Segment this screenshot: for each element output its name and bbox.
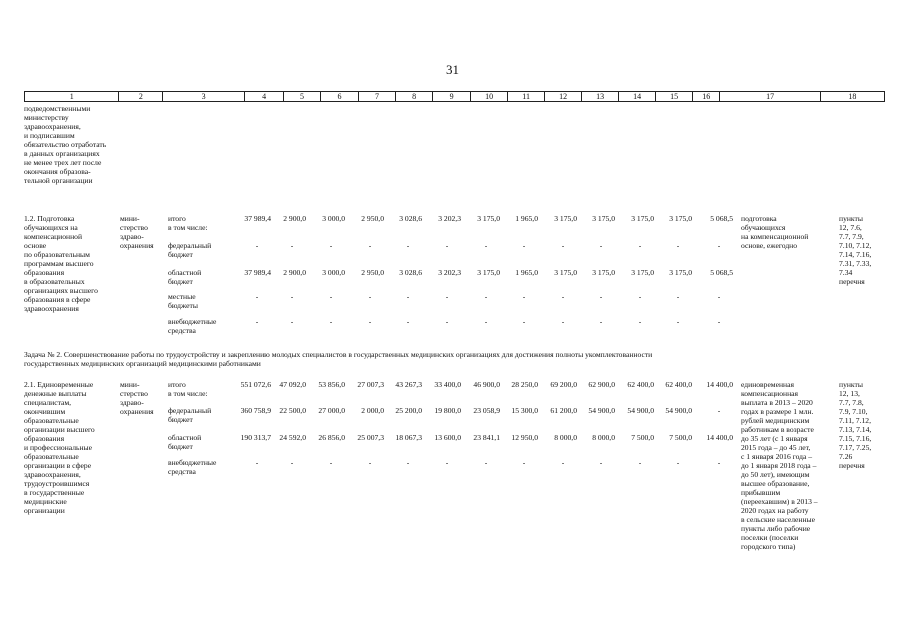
expected-result: поселки (поселки <box>741 533 799 542</box>
value-cell: 27 000,0 <box>318 406 345 415</box>
continuation-text: и подписавшим <box>24 131 75 140</box>
value-cell: 54 900,0 <box>588 406 615 415</box>
executor: мини- <box>120 380 140 389</box>
measure-name: организациях высшего <box>24 286 98 295</box>
program-points: перечня <box>839 461 865 470</box>
program-points: 7.7, 7.8, <box>839 398 864 407</box>
value-cell: - <box>255 458 259 467</box>
value-cell: 23 841,1 <box>473 433 500 442</box>
value-cell: - <box>638 458 642 467</box>
value-cell: 3 175,0 <box>592 268 615 277</box>
value-cell: - <box>329 458 333 467</box>
value-cell: - <box>561 241 565 250</box>
page-number: 31 <box>446 62 459 77</box>
expected-result: прибывшим <box>741 488 781 497</box>
expected-result: до 50 лет), имеющим <box>741 470 810 479</box>
value-cell: 54 900,0 <box>627 406 654 415</box>
continuation-text: министерству <box>24 113 69 122</box>
measure-name: образовательные <box>24 452 79 461</box>
funding-source: областной <box>168 268 202 277</box>
value-cell: - <box>717 241 721 250</box>
funding-source: бюджет <box>168 442 193 451</box>
value-cell: 5 068,5 <box>710 214 733 223</box>
funding-source: федеральный <box>168 241 212 250</box>
expected-result: основе, ежегодно <box>741 241 798 250</box>
value-cell: 19 800,0 <box>434 406 461 415</box>
value-cell: - <box>368 458 372 467</box>
header-col-12: 12 <box>545 92 582 101</box>
executor: стерство <box>120 223 148 232</box>
value-cell: 37 989,4 <box>244 214 271 223</box>
value-cell: - <box>522 317 526 326</box>
value-cell: 13 600,0 <box>434 433 461 442</box>
funding-source: федеральный <box>168 406 212 415</box>
funding-source: в том числе: <box>168 389 208 398</box>
value-cell: 14 400,0 <box>706 380 733 389</box>
value-cell: 53 856,0 <box>318 380 345 389</box>
value-cell: - <box>522 241 526 250</box>
value-cell: - <box>676 317 680 326</box>
value-cell: - <box>406 458 410 467</box>
funding-source: в том числе: <box>168 223 208 232</box>
value-cell: 2 000,0 <box>361 406 384 415</box>
value-cell: - <box>329 292 333 301</box>
funding-source: местные <box>168 292 196 301</box>
measure-name: окончившим <box>24 407 66 416</box>
value-cell: - <box>561 458 565 467</box>
measure-name: денежные выплаты <box>24 389 87 398</box>
value-cell: 3 175,0 <box>592 214 615 223</box>
value-cell: 1 965,0 <box>515 214 538 223</box>
measure-name: по образовательным <box>24 250 90 259</box>
expected-result: выплата в 2013 – 2020 <box>741 398 813 407</box>
program-points: 7.7, 7.9, <box>839 232 864 241</box>
value-cell: 62 400,0 <box>665 380 692 389</box>
program-points: 7.31, 7.33, <box>839 259 872 268</box>
value-cell: - <box>638 317 642 326</box>
header-col-16: 16 <box>693 92 720 101</box>
expected-result: (переехавшим) в 2013 – <box>741 497 818 506</box>
header-col-5: 5 <box>284 92 321 101</box>
header-col-18: 18 <box>848 92 857 101</box>
value-cell: 8 000,0 <box>554 433 577 442</box>
value-cell: - <box>368 241 372 250</box>
funding-source: итого <box>168 380 186 389</box>
continuation-text: тельной организации <box>24 176 93 185</box>
value-cell: - <box>599 317 603 326</box>
value-cell: - <box>561 317 565 326</box>
executor: стерство <box>120 389 148 398</box>
expected-result: обучающихся <box>741 223 786 232</box>
value-cell: 22 500,0 <box>279 406 306 415</box>
value-cell: - <box>445 292 449 301</box>
program-points: 12, 13, <box>839 389 860 398</box>
value-cell: - <box>717 458 721 467</box>
funding-source: итого <box>168 214 186 223</box>
value-cell: - <box>676 458 680 467</box>
header-col-6: 6 <box>321 92 359 101</box>
value-cell: 25 007,3 <box>357 433 384 442</box>
value-cell: 43 267,3 <box>395 380 422 389</box>
expected-result: пункты либо рабочие <box>741 524 811 533</box>
value-cell: - <box>290 317 294 326</box>
value-cell: - <box>638 292 642 301</box>
header-col-15: 15 <box>656 92 693 101</box>
measure-name: специалистам, <box>24 398 72 407</box>
executor: охранения <box>120 407 154 416</box>
expected-result: на компенсационной <box>741 232 809 241</box>
expected-result: рублей медицинским <box>741 416 810 425</box>
program-points: 7.9, 7.10, <box>839 407 868 416</box>
expected-result: подготовка <box>741 214 777 223</box>
expected-result: до 1 января 2018 года – <box>741 461 817 470</box>
value-cell: 360 758,9 <box>240 406 271 415</box>
task-heading: Задача № 2. Совершенствование работы по трудоустройству и закреплению молодых специалистов в государственных медицинских организациях для достижения полноты укомплектованности <box>24 350 653 359</box>
header-col-1: 1 <box>25 92 119 101</box>
continuation-text: окончания образова- <box>24 167 91 176</box>
continuation-text: в данных организациях <box>24 149 100 158</box>
value-cell: - <box>676 241 680 250</box>
value-cell: 54 900,0 <box>665 406 692 415</box>
value-cell: 3 175,0 <box>477 214 500 223</box>
value-cell: 7 500,0 <box>631 433 654 442</box>
value-cell: 46 900,0 <box>473 380 500 389</box>
measure-name: 1.2. Подготовка <box>24 214 75 223</box>
program-points: 12, 7.6, <box>839 223 862 232</box>
value-cell: - <box>522 292 526 301</box>
expected-result: 2020 годах на работу <box>741 506 809 515</box>
value-cell: - <box>484 458 488 467</box>
expected-result: городского типа) <box>741 542 796 551</box>
table-header-row <box>24 91 885 102</box>
funding-source: внебюджетные <box>168 317 217 326</box>
value-cell: - <box>445 317 449 326</box>
header-col-4: 4 <box>245 92 284 101</box>
measure-name: 2.1. Единовременные <box>24 380 94 389</box>
header-col-13: 13 <box>582 92 619 101</box>
value-cell: - <box>406 292 410 301</box>
value-cell: 69 200,0 <box>550 380 577 389</box>
value-cell: 8 000,0 <box>592 433 615 442</box>
expected-result: годах в размере 1 млн. <box>741 407 814 416</box>
value-cell: 190 313,7 <box>240 433 271 442</box>
program-points: 7.10, 7.12, <box>839 241 872 250</box>
value-cell: 24 592,0 <box>279 433 306 442</box>
funding-source: средства <box>168 467 196 476</box>
value-cell: 7 500,0 <box>669 433 692 442</box>
executor: здраво- <box>120 232 144 241</box>
funding-source: внебюджетные <box>168 458 217 467</box>
header-col-17: 17 <box>720 92 820 101</box>
expected-result: работникам в возрасте <box>741 425 814 434</box>
value-cell: 3 202,3 <box>438 214 461 223</box>
program-points: 7.11, 7.12, <box>839 416 871 425</box>
funding-source: бюджеты <box>168 301 198 310</box>
executor: мини- <box>120 214 140 223</box>
value-cell: - <box>329 241 333 250</box>
value-cell: 1 965,0 <box>515 268 538 277</box>
expected-result: в сельские населенные <box>741 515 815 524</box>
program-points: пункты <box>839 214 863 223</box>
measure-name: и профессиональные <box>24 443 92 452</box>
value-cell: - <box>329 317 333 326</box>
measure-name: организации в сфере <box>24 461 92 470</box>
value-cell: - <box>255 241 259 250</box>
value-cell: 3 175,0 <box>554 214 577 223</box>
value-cell: - <box>290 241 294 250</box>
value-cell: - <box>484 241 488 250</box>
funding-source: бюджет <box>168 250 193 259</box>
header-col-3: 3 <box>163 92 245 101</box>
value-cell: 3 028,6 <box>399 268 422 277</box>
measure-name: образовательные <box>24 416 79 425</box>
value-cell: - <box>255 292 259 301</box>
program-points: 7.26 <box>839 452 853 461</box>
value-cell: - <box>599 241 603 250</box>
measure-name: медицинские <box>24 497 67 506</box>
header-col-10: 10 <box>471 92 508 101</box>
value-cell: 15 300,0 <box>511 406 538 415</box>
value-cell: 25 200,0 <box>395 406 422 415</box>
continuation-text: обязательство отработать <box>24 140 107 149</box>
value-cell: - <box>676 292 680 301</box>
header-col-8: 8 <box>396 92 433 101</box>
value-cell: 2 950,0 <box>361 214 384 223</box>
value-cell: - <box>406 241 410 250</box>
value-cell: 3 000,0 <box>322 214 345 223</box>
value-cell: 3 175,0 <box>669 268 692 277</box>
value-cell: 26 856,0 <box>318 433 345 442</box>
value-cell: - <box>561 292 565 301</box>
measure-name: здравоохранения <box>24 304 79 313</box>
header-col-14: 14 <box>619 92 656 101</box>
value-cell: - <box>717 292 721 301</box>
value-cell: 27 007,3 <box>357 380 384 389</box>
header-col-2: 2 <box>119 92 163 101</box>
continuation-text: не менее трех лет после <box>24 158 102 167</box>
value-cell: 47 092,0 <box>279 380 306 389</box>
measure-name: компенсационной <box>24 232 83 241</box>
value-cell: 3 000,0 <box>322 268 345 277</box>
value-cell: 23 058,9 <box>473 406 500 415</box>
value-cell: - <box>717 406 721 415</box>
expected-result: 2015 года – до 45 лет, <box>741 443 811 452</box>
header-col-9: 9 <box>433 92 471 101</box>
value-cell: - <box>290 292 294 301</box>
measure-name: основе <box>24 241 47 250</box>
value-cell: 62 900,0 <box>588 380 615 389</box>
value-cell: - <box>599 458 603 467</box>
value-cell: - <box>445 458 449 467</box>
value-cell: 33 400,0 <box>434 380 461 389</box>
value-cell: - <box>368 317 372 326</box>
continuation-text: здравоохранения, <box>24 122 81 131</box>
value-cell: 3 175,0 <box>631 268 654 277</box>
value-cell: 3 175,0 <box>669 214 692 223</box>
value-cell: - <box>638 241 642 250</box>
value-cell: 3 175,0 <box>554 268 577 277</box>
measure-name: образования <box>24 268 65 277</box>
value-cell: - <box>445 241 449 250</box>
continuation-text: подведомственными <box>24 104 91 113</box>
value-cell: - <box>717 317 721 326</box>
measure-name: здравоохранения, <box>24 470 81 479</box>
expected-result: высшее образование, <box>741 479 810 488</box>
value-cell: - <box>255 317 259 326</box>
header-col-7: 7 <box>359 92 396 101</box>
value-cell: 2 900,0 <box>283 214 306 223</box>
funding-source: средства <box>168 326 196 335</box>
program-points: 7.13, 7.14, <box>839 425 872 434</box>
executor: здраво- <box>120 398 144 407</box>
program-points: перечня <box>839 277 865 286</box>
program-points: 7.15, 7.16, <box>839 434 872 443</box>
value-cell: 3 202,3 <box>438 268 461 277</box>
program-points: 7.17, 7.25, <box>839 443 872 452</box>
measure-name: организации <box>24 506 65 515</box>
funding-source: областной <box>168 433 202 442</box>
value-cell: 62 400,0 <box>627 380 654 389</box>
value-cell: 37 989,4 <box>244 268 271 277</box>
measure-name: в образовательных <box>24 277 85 286</box>
value-cell: - <box>484 317 488 326</box>
value-cell: 14 400,0 <box>706 433 733 442</box>
value-cell: 18 067,3 <box>395 433 422 442</box>
program-points: пункты <box>839 380 863 389</box>
program-points: 7.34 <box>839 268 853 277</box>
value-cell: 3 175,0 <box>477 268 500 277</box>
measure-name: организации высшего <box>24 425 95 434</box>
measure-name: образования <box>24 434 65 443</box>
program-points: 7.14, 7.16, <box>839 250 872 259</box>
measure-name: программам высшего <box>24 259 94 268</box>
value-cell: - <box>522 458 526 467</box>
value-cell: 2 900,0 <box>283 268 306 277</box>
value-cell: 3 028,6 <box>399 214 422 223</box>
value-cell: - <box>599 292 603 301</box>
value-cell: 28 250,0 <box>511 380 538 389</box>
expected-result: с 1 января 2016 года – <box>741 452 813 461</box>
measure-name: образования в сфере <box>24 295 91 304</box>
value-cell: 2 950,0 <box>361 268 384 277</box>
expected-result: единовременная <box>741 380 794 389</box>
value-cell: 5 068,5 <box>710 268 733 277</box>
expected-result: до 35 лет (с 1 января <box>741 434 808 443</box>
header-col-11: 11 <box>508 92 545 101</box>
value-cell: 61 200,0 <box>550 406 577 415</box>
value-cell: 3 175,0 <box>631 214 654 223</box>
expected-result: компенсационная <box>741 389 799 398</box>
funding-source: бюджет <box>168 277 193 286</box>
value-cell: - <box>368 292 372 301</box>
task-heading: государственных медицинских организаций медицинскими работниками <box>24 359 261 368</box>
measure-name: трудоустроившимся <box>24 479 90 488</box>
measure-name: обучающихся на <box>24 223 78 232</box>
value-cell: 12 950,0 <box>511 433 538 442</box>
measure-name: в государственные <box>24 488 85 497</box>
value-cell: - <box>406 317 410 326</box>
value-cell: 551 072,6 <box>240 380 271 389</box>
value-cell: - <box>290 458 294 467</box>
executor: охранения <box>120 241 154 250</box>
value-cell: - <box>484 292 488 301</box>
funding-source: бюджет <box>168 415 193 424</box>
